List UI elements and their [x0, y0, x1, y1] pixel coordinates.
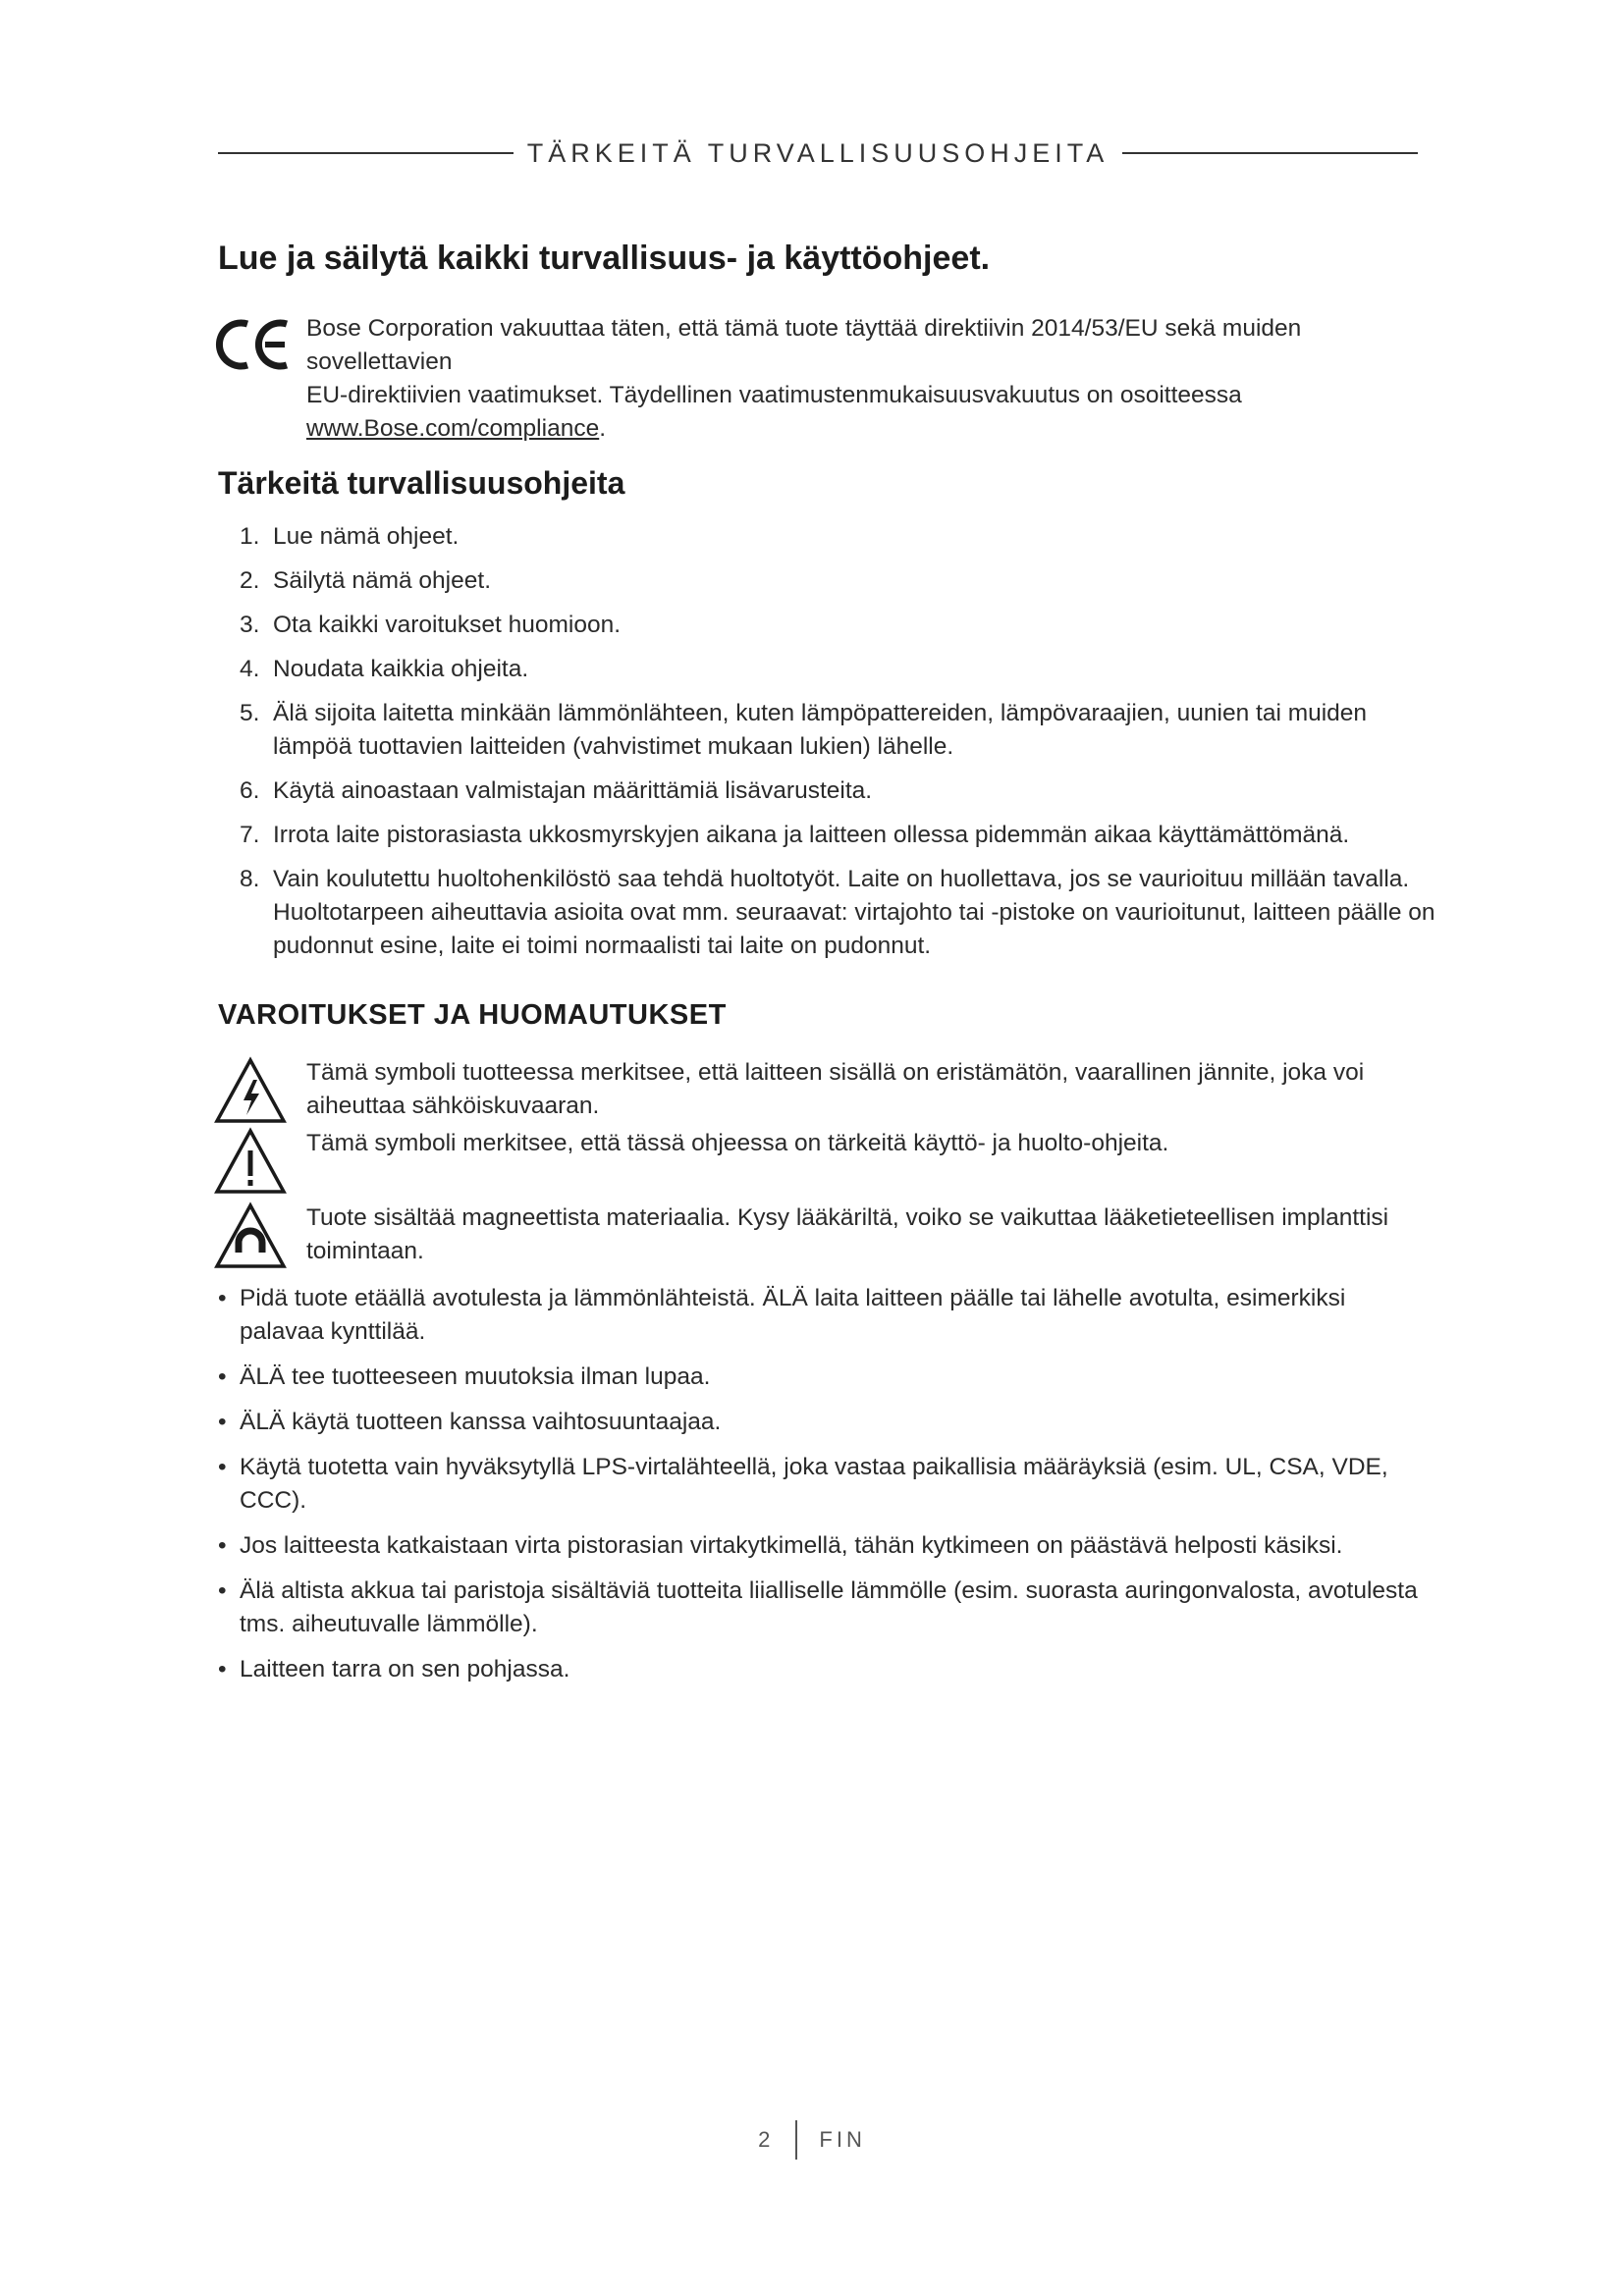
instruction-number: 3.	[240, 612, 260, 638]
instruction-item	[218, 653, 1435, 686]
symbol-text: Tämä symboli merkitsee, että tässä ohjeessa on tärkeitä käyttö- ja huolto-ohjeita.	[306, 1130, 1169, 1156]
ce-line-2: EU-direktiivien vaatimukset. Täydellinen vaatimustenmukaisuusvakuutus on osoitteessa	[306, 382, 1242, 408]
bullet-item: • Jos laitteesta katkaistaan virta pistorasian virtakytkimellä, tähän kytkimeen on päästävä helposti käsiksi.	[218, 1529, 1435, 1563]
bullet-item: • Älä altista akkua tai paristoja sisältäviä tuotteita liialliselle lämmölle (esim. suorasta auringonvalosta, avotulesta tms. aiheutuvalle lämmölle).	[218, 1575, 1435, 1641]
instruction-item	[218, 609, 1435, 642]
instruction-item	[218, 697, 1435, 764]
symbol-row-magnet	[214, 1201, 1441, 1272]
instruction-text: Älä sijoita laitetta minkään lämmönlähteen, kuten lämpöpattereiden, lämpövaraajien, uunien tai muiden lämpöä tuottavien laitteiden (vahvistimet mukaan lukien) lähelle.	[273, 700, 1368, 760]
instruction-number: 4.	[240, 656, 260, 682]
instruction-item	[218, 520, 1435, 554]
instruction-text: Vain koulutettu huoltohenkilöstö saa tehdä huoltotyöt. Laite on huollettava, jos se vaurioituu millään tavalla. Huoltotarpeen aiheuttavia asioita ovat mm. seuraavat: virtajohto tai -pistoke on vaurioitunut, laitteen päälle on pudonnut esine, laite ei toimi normaalisti tai laite on pudonnut.	[273, 866, 1435, 959]
page-header	[218, 135, 1418, 171]
ce-link-suffix: .	[599, 415, 607, 442]
lightning-warning-icon	[214, 1056, 287, 1125]
symbol-text: Tämä symboli tuotteessa merkitsee, että laitteen sisällä on eristämätön, vaarallinen jännite, joka voi aiheuttaa sähköiskuvaaran.	[306, 1059, 1365, 1119]
page-number: 2	[758, 2127, 775, 2152]
instruction-text: Käytä ainoastaan valmistajan määrittämiä lisävarusteita.	[273, 777, 873, 804]
language-code: FIN	[819, 2127, 866, 2152]
instruction-item	[218, 819, 1435, 852]
page-footer	[0, 2118, 1624, 2162]
warnings-bullet-list	[218, 1282, 1435, 1698]
instruction-number: 1.	[240, 523, 260, 550]
footer-separator	[795, 2120, 797, 2160]
instructions-list	[218, 520, 1435, 974]
magnet-warning-icon	[214, 1201, 287, 1270]
instruction-item	[218, 774, 1435, 808]
warnings-heading: VAROITUKSET JA HUOMAUTUKSET	[218, 999, 727, 1031]
instruction-number: 7.	[240, 822, 260, 848]
bullet-item: • Käytä tuotetta vain hyväksytyllä LPS-virtalähteellä, joka vastaa paikallisia määräyksiä (esim. UL, CSA, VDE, CCC).	[218, 1451, 1435, 1518]
instruction-text: Noudata kaikkia ohjeita.	[273, 656, 529, 682]
instruction-number: 8.	[240, 866, 260, 892]
header-title: TÄRKEITÄ TURVALLISUUSOHJEITA	[526, 137, 1110, 168]
instruction-item	[218, 863, 1435, 963]
instruction-text: Irrota laite pistorasiasta ukkosmyrskyjen aikana ja laitteen ollessa pidemmän aikaa käyttämättömänä.	[273, 822, 1350, 848]
symbol-text: Tuote sisältää magneettista materiaalia. Kysy lääkäriltä, voiko se vaikuttaa lääketieteellisen implanttisi toimintaan.	[306, 1204, 1389, 1264]
instruction-number: 6.	[240, 777, 260, 804]
compliance-link[interactable]: www.Bose.com/compliance	[306, 415, 600, 442]
bullet-item: • ÄLÄ käytä tuotteen kanssa vaihtosuuntaajaa.	[218, 1406, 1435, 1439]
symbol-row-instructions	[214, 1127, 1441, 1198]
bullet-item: • Laitteen tarra on sen pohjassa.	[218, 1653, 1435, 1686]
bullet-item: • Pidä tuote etäällä avotulesta ja lämmönlähteistä. ÄLÄ laita laitteen päälle tai lähelle avotulta, esimerkiksi palavaa kynttilää.	[218, 1282, 1435, 1349]
instruction-item	[218, 564, 1435, 598]
symbol-row-voltage	[214, 1056, 1441, 1127]
header-rule-left	[218, 152, 514, 154]
instruction-text: Ota kaikki varoitukset huomioon.	[273, 612, 622, 638]
main-heading: Lue ja säilytä kaikki turvallisuus- ja käyttöohjeet.	[218, 240, 991, 277]
instruction-number: 2.	[240, 567, 260, 594]
exclamation-warning-icon	[214, 1127, 287, 1196]
instructions-heading: Tärkeitä turvallisuusohjeita	[218, 465, 625, 501]
ce-declaration	[306, 312, 1435, 446]
instruction-text: Säilytä nämä ohjeet.	[273, 567, 491, 594]
ce-line-1: Bose Corporation vakuuttaa täten, että tämä tuote täyttää direktiivin 2014/53/EU sekä muiden sovellettavien	[306, 315, 1302, 375]
instruction-number: 5.	[240, 700, 260, 726]
bullet-item: • ÄLÄ tee tuotteeseen muutoksia ilman lupaa.	[218, 1361, 1435, 1394]
ce-link-line	[306, 412, 1435, 446]
header-rule-right	[1122, 152, 1418, 154]
ce-mark-icon	[214, 314, 293, 375]
instruction-text: Lue nämä ohjeet.	[273, 523, 460, 550]
